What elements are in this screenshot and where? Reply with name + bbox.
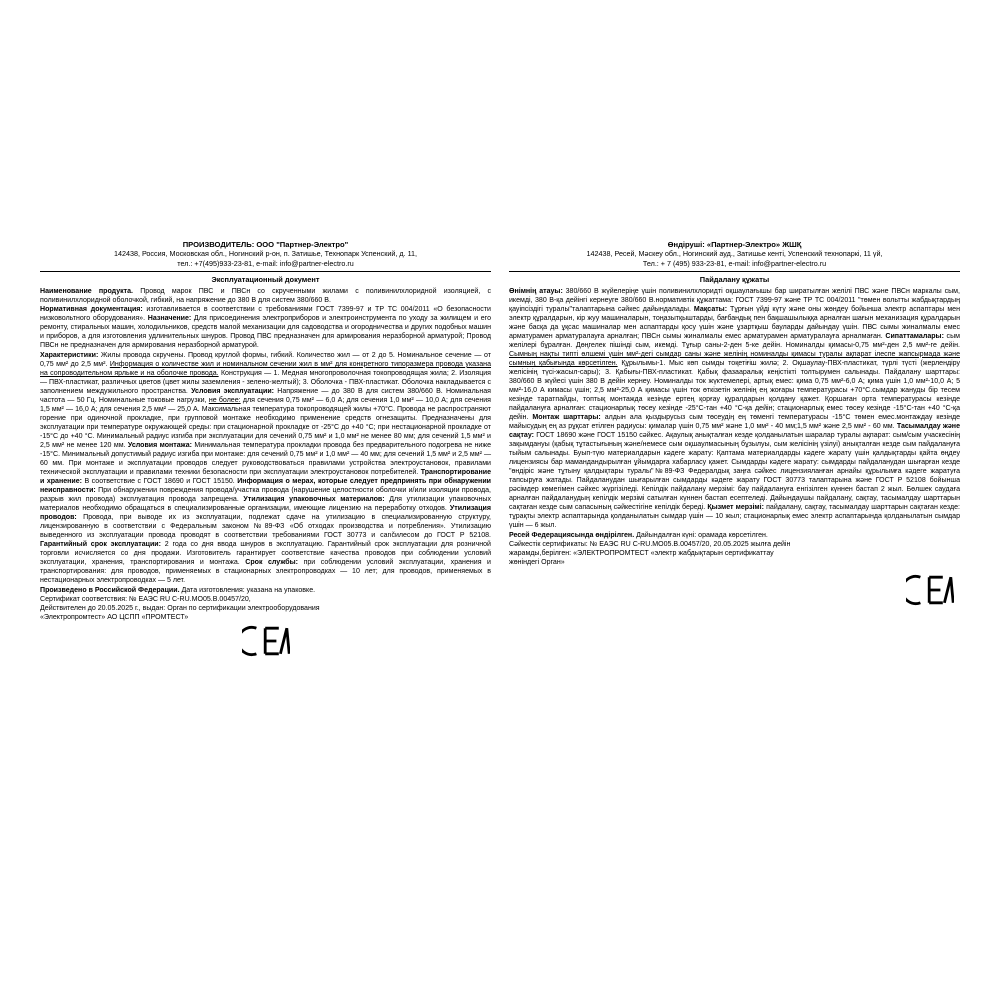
paragraph-ru-0: Наименование продукта. Провод марок ПВС и ПВСн со скрученными жилами с поливинилхлоридной изоляцией, с поливинилхлоридной оболочкой, гибкий, на напряжение до 380 В для систем 380/660 В.: [40, 287, 492, 304]
manufacturer-title-ru: ПРОИЗВОДИТЕЛЬ: ООО "Партнер-Электро": [182, 240, 349, 249]
body-text-kk: [509, 287, 960, 540]
certificate-block-ru: [40, 595, 491, 622]
certificate-line-ru-1: Действителен до 20.05.2025 г., выдан: Орган по сертификации электрооборудования: [40, 605, 320, 613]
certificate-line-ru-0: Сертификат соответствия: № ЕАЭС RU C-RU.МО05.В.00457/20,: [40, 596, 251, 604]
paragraph-kk-0: Өнімнің атауы: 380/660 В жүйелеріңе үшін поливинилхлоридті оқшаулағышы бар ширатылған желілі ПВС және ПВСн маркалы сым, икемді, 380 В-қа дейінгі кернеуге 380/660 В.нормативтік құжаттама: ГОСТ 7399-97 және ТР ТС 004/2011 "төмен вольтты жабдықтардың қауіпсіздігі туралы"талаптарына сәйкес дайындалады. Мақсаты: Тұрғын үйді күту және оны жөндеу бойынша электр аспаптары мен электр құралдарын, кір жуу машиналарын, тоңазытқыштарды, бағбандық пен бақшашылыққа арналған шағын механизация құралдарын және басқа да ұқсас машиналар мен аспаптарды қосу үшін және ұзартқыш бауларды дайындау үшін. ПВС сымы жиналмалы емес арматурамен арматуралауға арналған; ПВСн сымы жиналмалы емес арматурамен арматуралауға арналмаған. Сипаттамалары: сым желілері бұралған. Дөңгелек пішінді сым, икемді. Тұғыр саны-2-ден 5-ке дейін. Номиналды қимасы-0,75 мм²-ден 2,5 мм²-ге дейін. Сымның нақты типті өлшемі үшін мм²-дегі сымдар саны және желінің номиналды қимасы туралы ақпарат ілеспе жапсырмада және сымның қабығында көрсетілген. Құрылымы-1. Мыс көп сымды тоқетіғіш жилә; 2. Оқшаулау-ПВХ-пластикат, түрлі түсті (жерлендіру желісінің түсі-жасыл-сары); 3. Қабығы-ПВХ-пластикат. Қабық фазааралық кеңістікті толтырумен салынады. Пайдалану шарттары: 380/660 В жүйесі үшін 380 В дейін кернеу. Номиналды ток жүктемелері, артық емес: қима 0,75 мм²-6,0 А; қима үшін 1,0 мм²-10,0 А; 5 мм²-16,0 А кимасы үшін; 2,5 мм²-25,0 А қимасы үшін ток өткізетін желінің ең жоғары температурасы +70°С.сымдар жануды бір тесем кезінде таратпайды, топтық монтажда кезінде ертең қорғау құралдарын қолдану қажет. Қоршаған орта температурасы кезінде пайдалануға арналған: стационарлық төсеу кезінде -25°С-тан +40 °С-қа дейін; стационарлық емес төсеу кезінде -15°С-тан +40 °С-қа дейін. Монтаж шарттары: алдын ала қыздырусыз сым төсеудің ең төменгі температурасы -15°С төмен емес.монтаждау кезінде майысудың ең аз рұқсат етілген радиусы: қималар үшін 0,75 мм² және 1,0 мм² - 40 мм;1,5 мм² және 2,5 мм² - 60 мм. Тасымалдау және сақтау: ГОСТ 18690 және ГОСТ 15150 сәйкес. Ақаулық анықталған кезде қолданылатын шаралар туралы ақпарат: сым/сым учаскесінің зақымдануы (қабық тұтастығының және/немесе сым оқшаулмасының бұзылуы, сым желісінің үзілуі) анықталған кезде сым пайдалануға тыйым салынады. Буып-түю материалдарын кәдеге жарату: Қаптама материалдарды кәдеге жарату үшін қалдықтарды қайта өңдеу лицензиясы бар мамандандырылған ұйымдарға хабарласу қажет. Сымдарды кәдеге жарату: сымдарды пайдаланудан шығарған кезде "өндіріс және тұтыну қалдықтары туралы"№89-ФЗ Федералдық заңға сәйкес лицензияланған арнайы құрылымға кәдеге жаратуға тапсыруға жатады. Пайдаланудан шығарылған сымдарды кәдеге жарату ГОСТ 30773 талаптарына және ГОСТ Р 52108 бойынша рәсімдер көмегімен сәйкес жүргізіледі. Кепілдік пайдалану мерзімі: бау пайдалануға енгізілген күннен бастап 2 жыл. Бөлшек саудаға арналған пайдаланудың кепілдік мерзімі сатылған күннен бастап есептеледі. Дайындаушы пайдалану, сақтау, тасымалдау шарттарын сақтаған кезде сым сапасының сәйкестігіне кепілдік береді. Қызмет мерзімі: пайдалану, сақтау, тасымалдау шарттарын сақтаған кезде: тұрақты электр аспаптарында қолданылатын сымдар үшін — 10 жыл; стационарлық емес электр аспаптарында қолданылатын сымдар үшін — 6 жыл.: [509, 287, 961, 530]
body-text-ru: [40, 287, 491, 595]
certificate-line-kk-0: Сәйкестік сертификаты: № ЕАЭС RU C-RU.МО05.В.00457/20, 20.05.2025 жылға дейін: [509, 541, 791, 549]
document-kind-kk: Пайдалану құжаты: [699, 275, 770, 285]
certificate-block-kk: [509, 540, 960, 567]
certificate-line-kk-2: жөніндегі Орган»: [509, 559, 565, 567]
eac-mark-wrap-left: [40, 624, 491, 682]
paragraph-ru-1: Нормативная документация: изготавливается в соответствии с требованиями ГОСТ 7399-97 и ТР ТС 004/2011 «О безопасности низковольтного оборудования». Назначение: Для присоединения электроприборов и электроинструмента по уходу за жилищем и его ремонту, стиральных машин, холодильников, средств малой механизации для садоводства и огородничества и других подобных машин и приборов, а для изготовления удлинительных шнуров. Провод ПВС предназначен для армирования неразборной арматурой; Провод ПВСн не предназначен для армирования неразборной арматурой.: [40, 306, 491, 350]
column-russian: [40, 240, 491, 820]
divider-kk: [509, 271, 960, 272]
column-kazakh: [509, 240, 960, 820]
manufacturer-title-kk: Өндіруші: «Партнер-Электро» ЖШҚ: [667, 240, 802, 249]
manufacturer-contacts-ru: тел.: +7(495)933-23-81, e-mail: info@partner-electro.ru: [177, 258, 354, 268]
paragraph-kk-1: Ресей Федерациясында өндірілген. Дайындалған күні: орамада көрсетілген.: [509, 531, 768, 539]
paragraph-ru-2: Характеристики: Жилы провода скручены. Провод круглой формы, гибкий. Количество жил — от 2 до 5. Номинальное сечение — от 0,75 мм² до 2,5 мм². Информация о количестве жил и номинальном сечении жил в мм² для конкретного типоразмера провода указана на сопроводительном ярлыке и на оболочке провода. Конструкция — 1. Медная многопроволочная токопроводящая жила; 2. Изоляция — ПВХ-пластикат, различных цветов (цвет жилы заземления - зелено-желтый); 3. Оболочка - ПВХ-пластикат. Оболочка накладывается с заполнением междужильного пространства. Условия эксплуатации: Напряжение — до 380 В для систем 380/660 В. Номинальная частота — 50 Гц. Номинальные токовые нагрузки, не более: для сечения 0,75 мм² — 6,0 А; для сечения 1,0 мм² — 10,0 А; для сечения 1,5 мм² — 16,0 А; для сечения 2,5 мм² — 25,0 А. Максимальная температура токопроводящей жилы +70°С. Провода не распространяют горение при одиночной прокладке, при групповой монтаже необходимо применение средств огнезащиты. Предназначены для эксплуатации при температуре окружающей среды: при стационарной прокладке от -25°С до +40 °С; при нестационарной прокладке от -15°С до +40 °С. Минимальный радиус изгиба при эксплуатации для сечений 0,75 мм² и 1,0 мм² не менее 80 мм; для сечений 1,5 мм² и 2,5 мм² не менее 120 мм. Условия монтажа: Минимальная температура прокладки провода без предварительного подогрева не ниже -15°С. Минимальный допустимый радиус изгиба при монтаже: для сечений 0,75 мм² и 1,0 мм² — 40 мм; для сечений 1,5 мм² и 2,5 мм² — 60 мм. При монтаже и эксплуатации проводов следует руководствоваться правилами устройства электроустановок, правилами технической эксплуатации и правилами техники безопасности при эксплуатации электроустановок потребителей. Транспортирование и хранение: В соответствие с ГОСТ 18690 и ГОСТ 15150. Информация о мерах, которые следует предпринять при обнаружении неисправности: При обнаружении повреждения провода/участка провода (нарушение целостности оболочки и/или изоляции провода, разрыв жил провода) эксплуатация провода запрещена. Утилизация упаковочных материалов: Для утилизации упаковочных материалов необходимо обращаться в специализированные организации, имеющие лицензию на переработку отходов. Утилизация проводов: Провода, при выводе их из эксплуатации, подлежат сдаче на утилизацию в специализированную структуру, лицензированную в соответствии с Федеральным законом №89-ФЗ «Об отходах производства и потребления». Утилизацию выведенного из эксплуатации провода проводят в соответствии требованиями ГОСТ 30773 и сančилесом до ГОСТ Р 52108. Гарантийный срок эксплуатации: 2 года со дня ввода шнуров в эксплуатацию. Гарантийный срок эксплуатации для розничной торговли исчисляется со дня продажи. Изготовитель гарантирует соответствие качества проводов при соблюдении условий эксплуатации, хранения, транспортирования и монтажа. Срок службы: при соблюдении условий эксплуатации, хранения и транспортирования: для проводов, применяемых в стационарных электропроводках — 10 лет; для проводов, применяемых в нестационарных электропроводках — 5 лет.: [40, 351, 491, 585]
eac-icon-right: [906, 573, 954, 607]
paragraph-ru-3: Произведено в Российской Федерации. Дата изготовления: указана на упаковке.: [40, 586, 316, 594]
document-kind-ru: Эксплуатационный документ: [211, 275, 320, 285]
manufacturer-contacts-kk: Тел.: + 7 (495) 933-23-81, e-mail: info@partner-electro.ru: [642, 258, 827, 268]
manufacturer-address-ru: 142438, Россия, Московская обл., Ногинский р-он, п. Затишье, Технопарк Успенский, д. 11,: [113, 249, 418, 259]
certificate-line-kk-1: жарамды,берілген: «ЭЛЕКТРОПРОМТЕСТ «электр жабдықтарын сертификаттау: [509, 550, 774, 558]
divider-ru: [40, 271, 491, 272]
manufacturer-address-kk: 142438, Ресей, Мәскеу обл., Ногинский ауд., Затишье кенті, Успенский технопаркі, 11 үй,: [586, 249, 883, 259]
document-sheet: [40, 240, 960, 820]
eac-mark-wrap-right: [509, 567, 960, 607]
certificate-line-ru-2: «Электропромтест» АО ЦСПП «ПРОМТЕСТ»: [40, 614, 189, 622]
eac-icon-left: [242, 624, 290, 658]
